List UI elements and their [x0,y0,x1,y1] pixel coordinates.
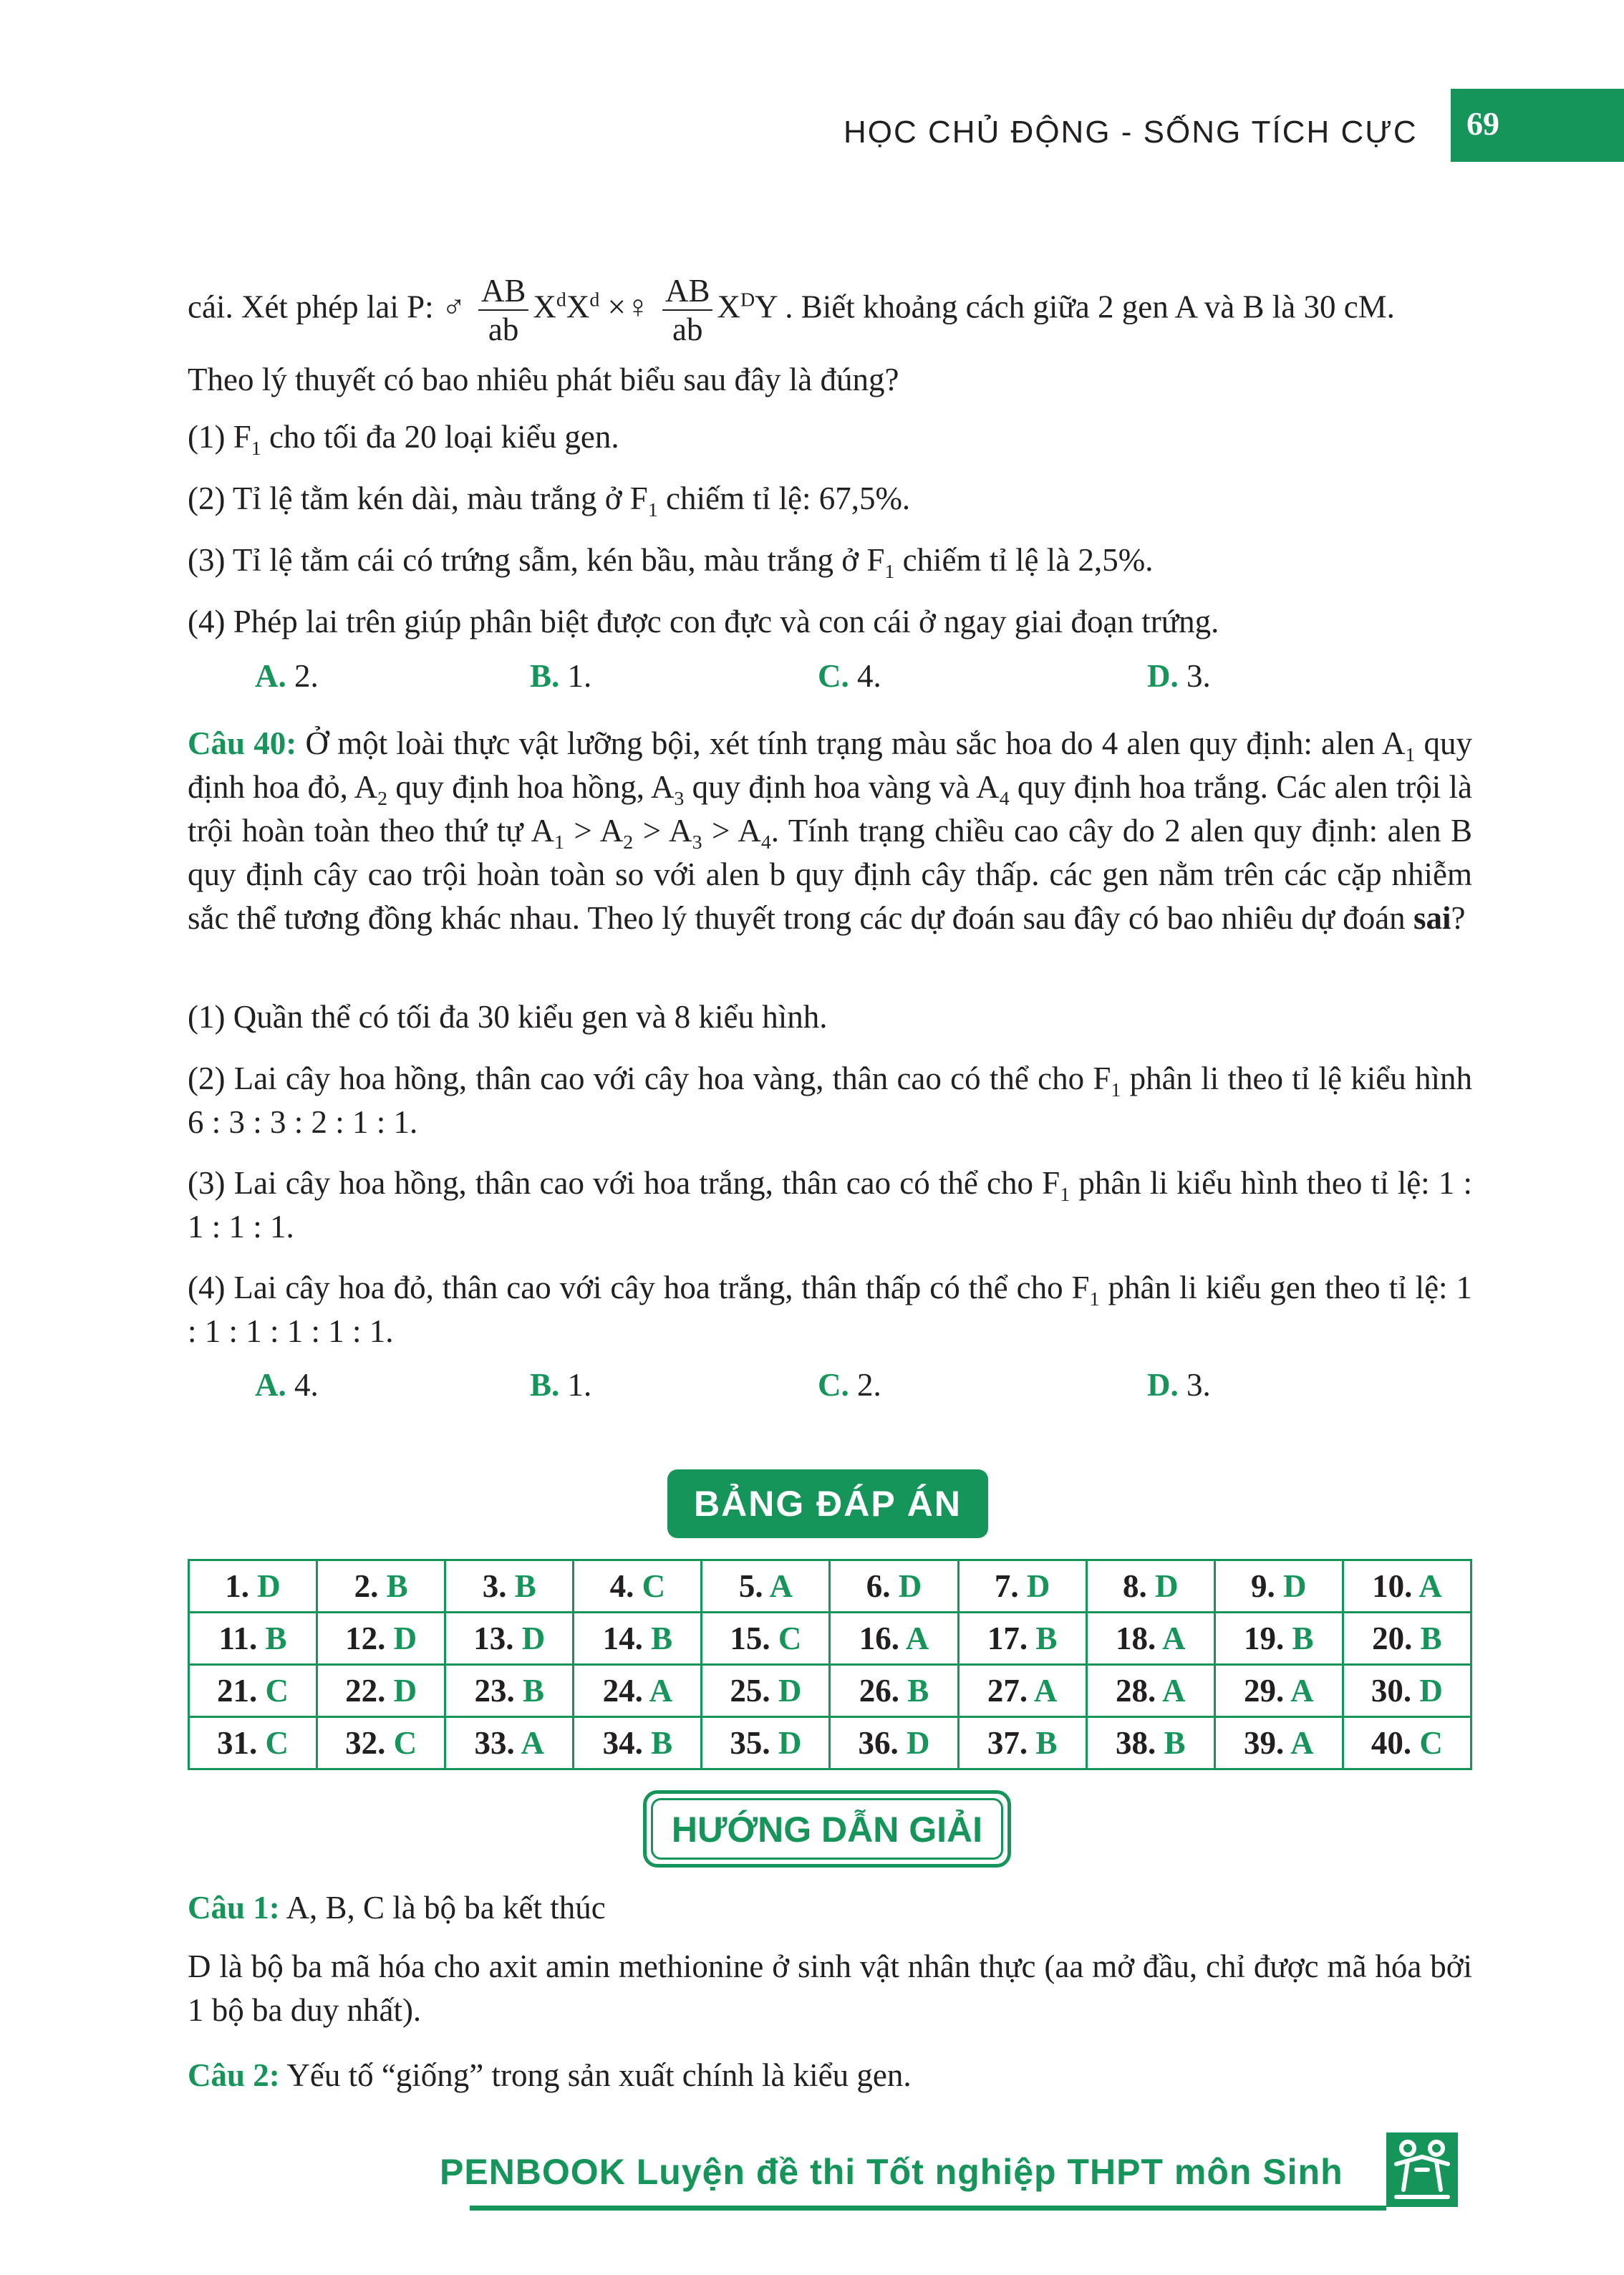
answer-letter: A [1161,1620,1186,1656]
answer-letter: C [778,1620,802,1656]
answer-key-title: BẢNG ĐÁP ÁN [667,1469,988,1538]
q39-option-d: D. 3. [1147,658,1211,694]
answer-letter: D [1419,1673,1443,1709]
answer-number: 1. [225,1568,250,1604]
answer-number: 22. [345,1673,386,1709]
answer-row [189,1717,1471,1769]
answer-cell [830,1717,958,1769]
running-header: HỌC CHỦ ĐỘNG - SỐNG TÍCH CỰC [844,115,1418,150]
answer-number: 20. [1372,1620,1413,1656]
answer-letter: D [778,1673,802,1709]
answer-letter: D [898,1568,922,1604]
answer-number: 35. [730,1725,770,1761]
page-number: 69 [1466,105,1499,142]
answer-number: 15. [730,1620,770,1656]
answer-number: 5. [738,1568,763,1604]
answer-cell [958,1665,1086,1717]
page-number-box [1451,89,1624,162]
answer-cell [317,1560,445,1613]
q40-statement-4: (4) Lai cây hoa đỏ, thân cao với cây hoa trắng, thân thấp có thể cho $F_1$ phân li kiểu gen theo tỉ lệ: 1 : 1 : 1 : 1 : 1 : 1. [188,1270,1472,1349]
q39-option-b: B. 1. [530,658,592,694]
answer-cell [1343,1613,1471,1665]
answer-letter: B [1164,1725,1186,1761]
answer-cell [702,1665,830,1717]
footer-title: PENBOOK Luyện đề thi Tốt nghiệp THPT môn Sinh [440,2152,1343,2192]
answer-number: 11. [218,1620,258,1656]
answer-letter: B [651,1725,673,1761]
answer-cell [1214,1613,1343,1665]
answer-number: 7. [994,1568,1019,1604]
answer-number: 13. [473,1620,514,1656]
answer-cell [317,1717,445,1769]
q39-option-c: C. 4. [818,658,881,694]
answer-cell [830,1613,958,1665]
answer-number: 24. [602,1673,643,1709]
answer-row [189,1613,1471,1665]
answer-cell [574,1665,702,1717]
answer-cell [830,1665,958,1717]
answer-letter: B [514,1568,536,1604]
answer-cell [1343,1717,1471,1769]
guide-q1: Câu 1: A, B, C là bộ ba kết thúc [188,1890,606,1926]
answer-letter: D [393,1620,417,1656]
q39-cross-line: cái. Xét phép lai P: ♂ $\frac{AB}{ab}$ $X^dX^d$ ×♀ $\frac{AB}{ab}$ $X^DY$ . Biết khoảng cách giữa 2 gen A và B là 30 cM. [188,273,1395,347]
answer-letter: D [907,1725,930,1761]
answer-letter: D [393,1673,417,1709]
answer-number: 18. [1115,1620,1156,1656]
answer-cell [317,1665,445,1717]
answer-letter: C [393,1725,417,1761]
answer-cell [1086,1613,1214,1665]
answer-letter: D [1154,1568,1179,1604]
fraction: $\frac{AB}{ab}$ [478,272,529,348]
answer-letter: B [907,1673,929,1709]
answer-cell [445,1717,574,1769]
answer-number: 21. [217,1673,258,1709]
q40-statement-1: (1) Quần thể có tối đa 30 kiểu gen và 8 kiểu hình. [188,999,828,1035]
guide-title: HƯỚNG DẪN GIẢI [651,1798,1003,1860]
answer-cell [958,1560,1086,1613]
answer-letter: A [905,1620,929,1656]
q39-statement-2: (2) Tỉ lệ tằm kén dài, màu trắng ở $F_1$ chiếm tỉ lệ: 67,5%. [188,480,911,521]
answer-letter: B [386,1568,408,1604]
answer-number: 27. [987,1673,1028,1709]
answer-number: 6. [866,1568,891,1604]
answer-cell [702,1717,830,1769]
answer-cell [445,1613,574,1665]
answer-letter: A [1290,1725,1314,1761]
answer-letter: A [1033,1673,1058,1709]
q39-statement-3: (3) Tỉ lệ tằm cái có trứng sẫm, kén bầu, màu trắng ở $F_1$ chiếm tỉ lệ là 2,5%. [188,542,1154,583]
answer-cell [958,1613,1086,1665]
answer-letter: A [649,1673,673,1709]
answer-number: 8. [1122,1568,1147,1604]
answer-letter: A [1418,1568,1442,1604]
q40-stem: Câu 40: Ở một loài thực vật lưỡng bội, xét tính trạng màu sắc hoa do 4 alen quy định: alen $A_1$ quy định hoa đỏ, $A_2$ quy định hoa hồng, $A_3$ quy định hoa vàng và $A_4$ quy định hoa trắng. Các alen trội là trội hoàn toàn theo thứ tự $A_1 > A_2 > A_3 > A_4$. Tính trạng chiều cao cây do 2 alen quy định: alen B quy định cây cao trội hoàn toàn so với alen b quy định cây thấp. các gen nằm trên các cặp nhiễm sắc thể tương đồng khác nhau. Theo lý thuyết trong các dự đoán sau đây có bao nhiêu dự đoán sai? [188,725,1473,936]
answer-number: 30. [1371,1673,1412,1709]
answer-cell [1214,1560,1343,1613]
q40-option-a: A. 4. [255,1367,319,1403]
answer-row [189,1665,1471,1717]
guide-q1-detail: D là bộ ba mã hóa cho axit amin methionine ở sinh vật nhân thực (aa mở đầu, chỉ được mã hóa bởi 1 bộ ba duy nhất). [188,1948,1472,2028]
answer-cell [574,1560,702,1613]
answer-letter: A [1290,1673,1314,1709]
answer-letter: B [265,1620,287,1656]
answer-cell [1086,1717,1214,1769]
answer-number: 14. [602,1620,643,1656]
answer-cell [1086,1665,1214,1717]
answer-row [189,1560,1471,1613]
answer-number: 23. [474,1673,515,1709]
answer-letter: A [521,1725,544,1761]
answer-letter: D [1026,1568,1050,1604]
answer-letter: B [522,1673,544,1709]
answer-number: 16. [859,1620,899,1656]
footer-rule [470,2206,1386,2211]
answer-cell [1343,1560,1471,1613]
answer-number: 12. [345,1620,386,1656]
q40-statement-3: (3) Lai cây hoa hồng, thân cao với hoa trắng, thân cao có thể cho $F_1$ phân li kiểu hình theo tỉ lệ: 1 : 1 : 1 : 1. [188,1165,1472,1245]
answer-number: 31. [217,1725,258,1761]
answer-number: 29. [1244,1673,1285,1709]
answer-letter: D [778,1725,802,1761]
answer-number: 32. [345,1725,386,1761]
answer-letter: C [265,1725,289,1761]
answer-number: 10. [1372,1568,1413,1604]
guide-title-frame [643,1790,1011,1868]
q39-option-a: A. 2. [255,658,319,694]
answer-number: 3. [482,1568,507,1604]
guide-q2: Câu 2: Yếu tố “giống” trong sản xuất chính là kiểu gen. [188,2057,912,2093]
answer-letter: D [257,1568,281,1604]
answer-letter: C [1419,1725,1443,1761]
answer-number: 40. [1371,1725,1412,1761]
answer-letter: B [1420,1620,1442,1656]
answer-cell [702,1560,830,1613]
answer-cell [1214,1665,1343,1717]
answer-cell [1343,1665,1471,1717]
q40-option-b: B. 1. [530,1367,592,1403]
answer-number: 37. [987,1725,1028,1761]
answer-cell [574,1717,702,1769]
answer-cell [1086,1560,1214,1613]
answer-letter: C [265,1673,289,1709]
answer-number: 38. [1115,1725,1156,1761]
answer-number: 28. [1115,1673,1156,1709]
q39-statement-4: (4) Phép lai trên giúp phân biệt được con đực và con cái ở ngay giai đoạn trứng. [188,604,1219,639]
answer-letter: B [1035,1620,1058,1656]
answer-number: 33. [474,1725,515,1761]
q39-question: Theo lý thuyết có bao nhiêu phát biểu sau đây là đúng? [188,362,899,397]
answer-cell [445,1665,574,1717]
answer-cell [189,1560,317,1613]
answer-number: 39. [1244,1725,1285,1761]
answer-cell [189,1613,317,1665]
answer-number: 25. [730,1673,770,1709]
answer-number: 4. [609,1568,634,1604]
answer-cell [830,1560,958,1613]
answer-number: 2. [354,1568,379,1604]
answer-letter: C [642,1568,666,1604]
answer-cell [1214,1717,1343,1769]
answer-number: 19. [1244,1620,1285,1656]
answer-cell [189,1665,317,1717]
answer-number: 9. [1251,1568,1275,1604]
q40-option-d: D. 3. [1147,1367,1211,1403]
answer-letter: D [521,1620,546,1656]
answer-number: 36. [858,1725,899,1761]
answer-letter: B [651,1620,673,1656]
answer-cell [702,1613,830,1665]
answer-number: 17. [987,1620,1028,1656]
answer-cell [317,1613,445,1665]
fraction: $\frac{AB}{ab}$ [662,272,713,348]
answer-cell [958,1717,1086,1769]
answer-letter: B [1035,1725,1058,1761]
q40-statement-2: (2) Lai cây hoa hồng, thân cao với cây hoa vàng, thân cao có thể cho $F_1$ phân li theo tỉ lệ kiểu hình 6 : 3 : 3 : 2 : 1 : 1. [188,1061,1472,1140]
answer-key-table [188,1559,1472,1770]
answer-cell [189,1717,317,1769]
answer-number: 34. [602,1725,643,1761]
answer-letter: D [1283,1568,1307,1604]
answer-letter: A [769,1568,793,1604]
answer-number: 26. [859,1673,899,1709]
q40-option-c: C. 2. [818,1367,881,1403]
answer-cell [574,1613,702,1665]
answer-cell [445,1560,574,1613]
book-logo-icon [1386,2132,1458,2207]
q39-statement-1: (1) $F_1$ cho tối đa 20 loại kiểu gen. [188,419,619,460]
answer-letter: B [1292,1620,1314,1656]
answer-letter: A [1161,1673,1186,1709]
